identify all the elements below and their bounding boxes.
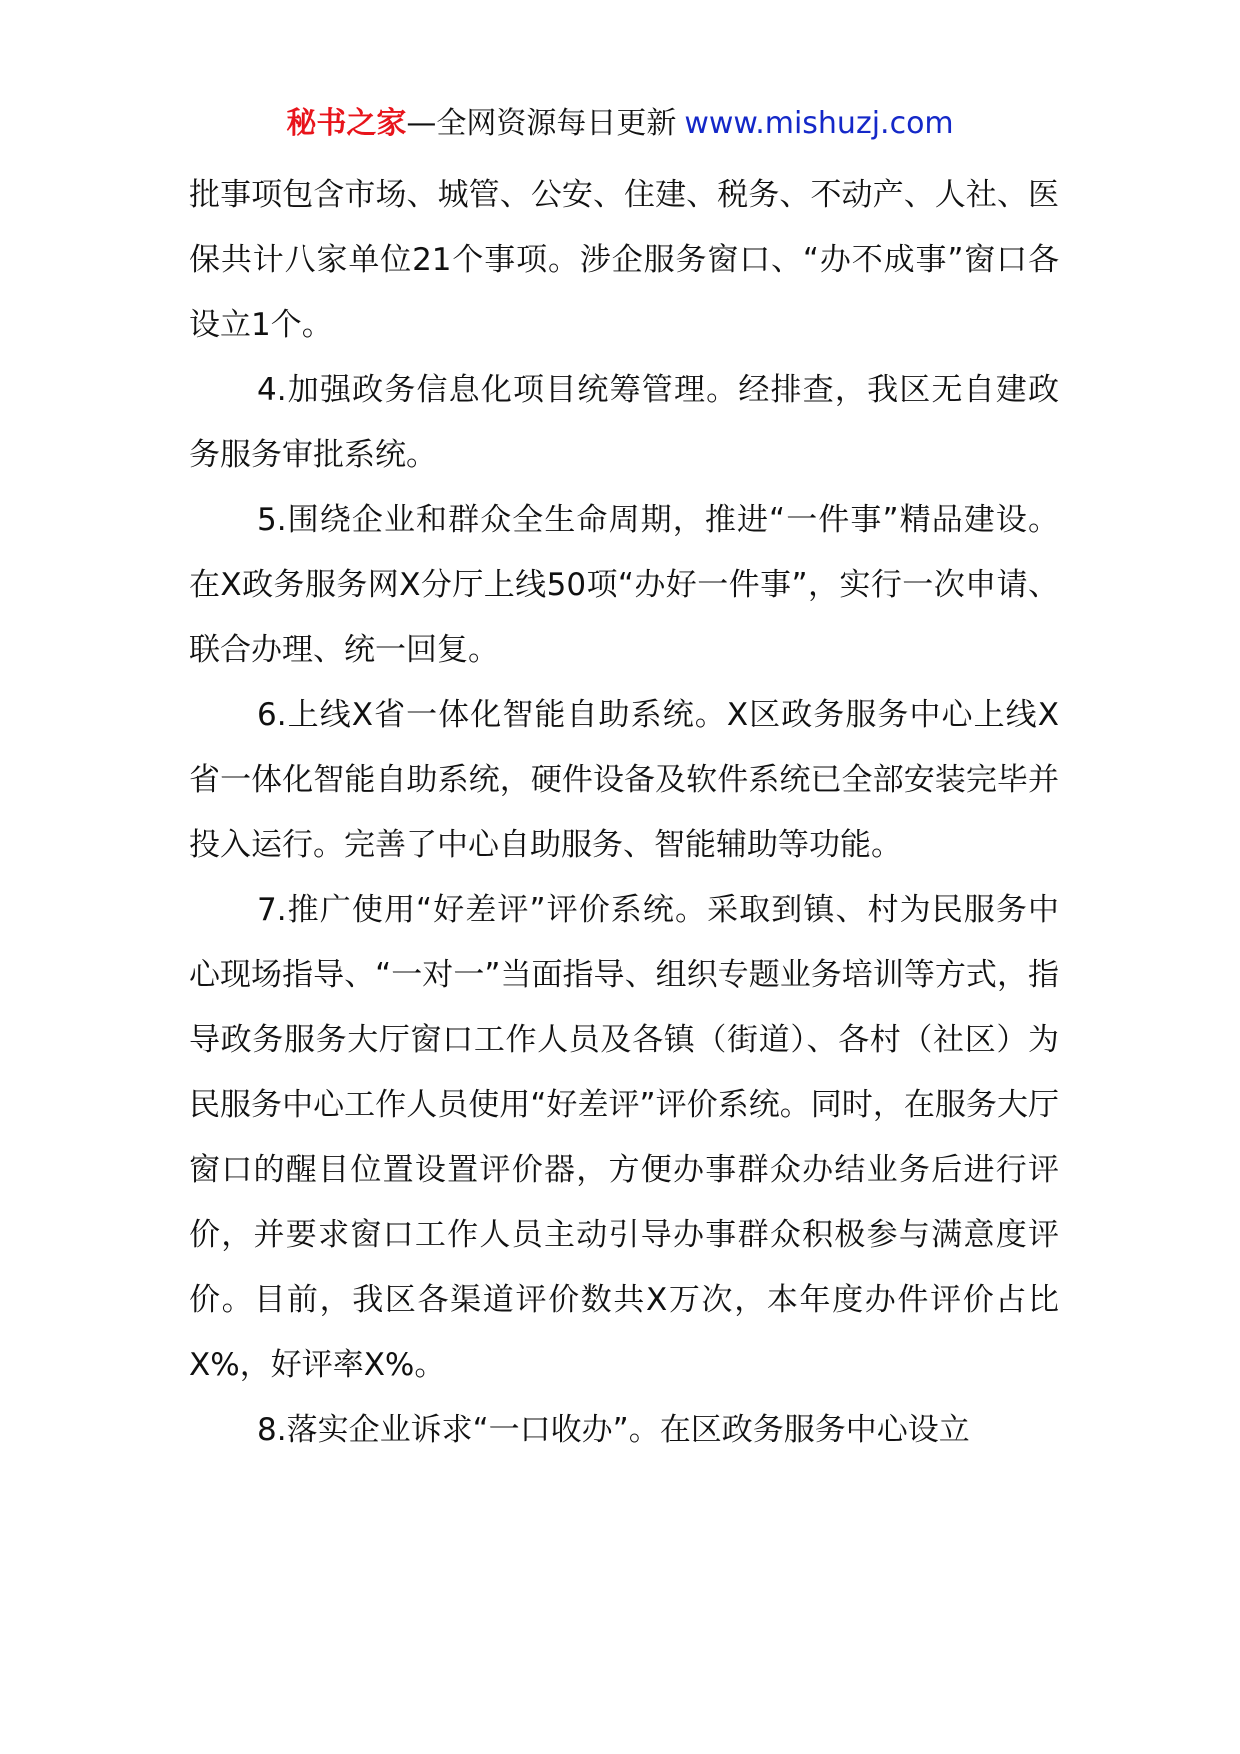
brand-name: 秘书之家 bbox=[286, 106, 407, 141]
paragraph-3: 5.围绕企业和群众全生命周期，推进“一件事”精品建设。在X政务服务网X分厅上线50项“办好一件事”，实行一次申请、联合办理、统一回复。 bbox=[189, 502, 1059, 668]
site-url-link[interactable]: www.mishuzj.com bbox=[684, 106, 954, 141]
paragraph-5: 7.推广使用“好差评”评价系统。采取到镇、村为民服务中心现场指导、“一对一”当面指导、组织专题业务培训等方式，指导政务服务大厅窗口工作人员及各镇（街道）、各村（社区）为民服务中心工作人员使用“好差评”评价系统。同时，在服务大厅窗口的醒目位置设置评价器，方便办事群众办结业务后进行评价，并要求窗口工作人员主动引导办事群众积极参与满意度评价。目前，我区各渠道评价数共X万次，本年度办件评价占比X%，好评率X%。 bbox=[189, 892, 1059, 1383]
paragraph-6: 8.落实企业诉求“一口收办”。在区政务服务中心设立 bbox=[257, 1412, 970, 1448]
paragraph-2: 4.加强政务信息化项目统筹管理。经排查，我区无自建政务服务审批系统。 bbox=[189, 372, 1059, 473]
paragraph-1: 批事项包含市场、城管、公安、住建、税务、不动产、人社、医保共计八家单位21个事项。涉企服务窗口、“办不成事”窗口各设立1个。 bbox=[189, 177, 1059, 343]
document-body bbox=[189, 163, 1059, 1463]
paragraph-4: 6.上线X省一体化智能自助系统。X区政务服务中心上线X省一体化智能自助系统，硬件设备及软件系统已全部安装完毕并投入运行。完善了中心自助服务、智能辅助等功能。 bbox=[189, 697, 1059, 863]
page-header bbox=[0, 102, 1240, 146]
header-slogan: —全网资源每日更新 bbox=[406, 106, 677, 141]
